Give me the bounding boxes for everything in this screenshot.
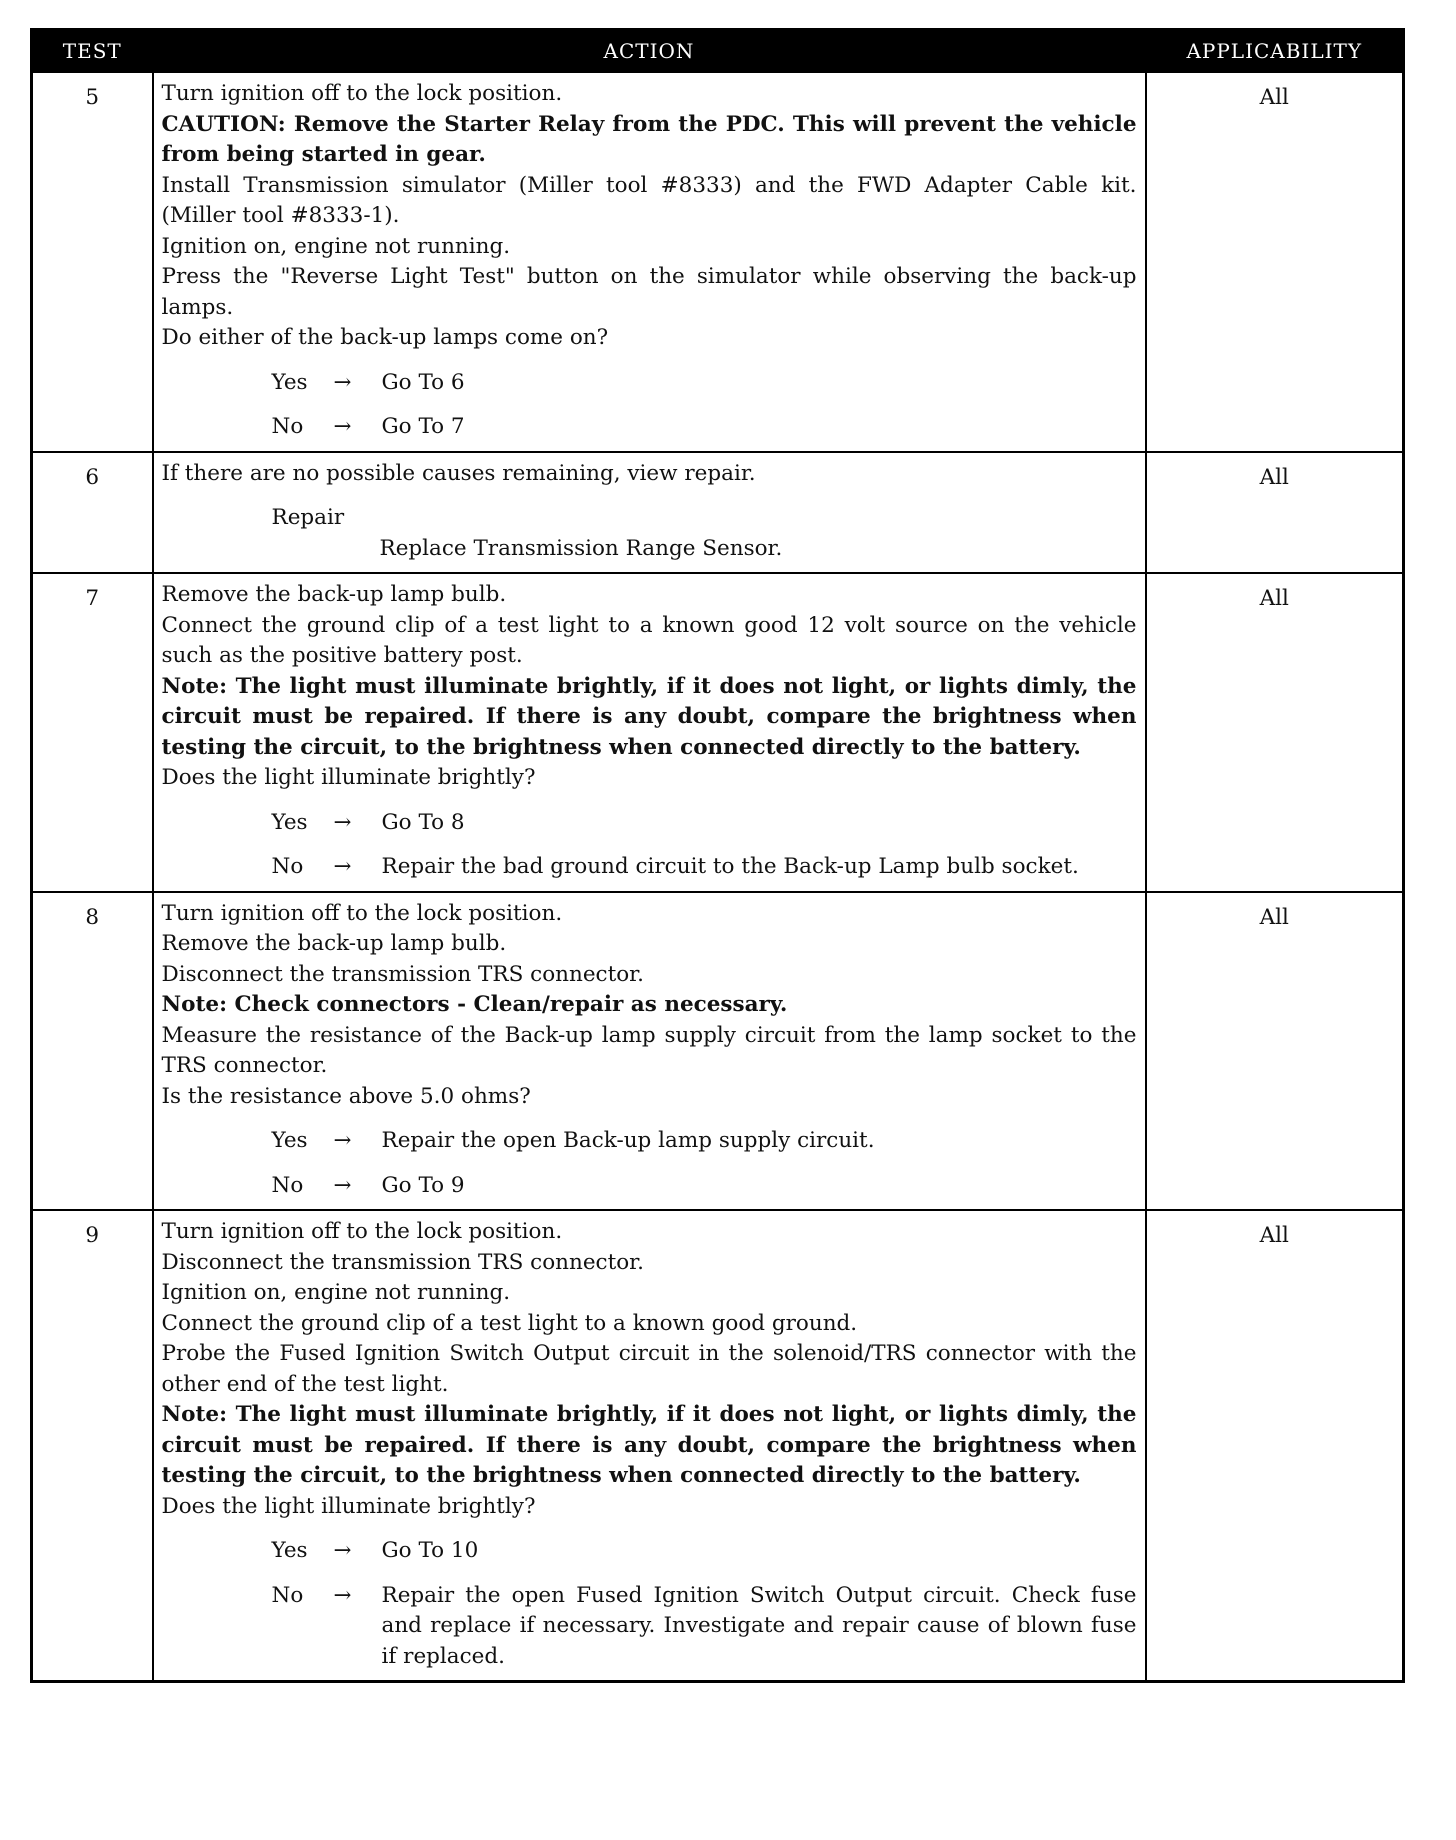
right-arrow-icon: → xyxy=(333,809,352,835)
diagnostic-test-sheet xyxy=(30,28,1402,1683)
action-line: Remove the back-up lamp bulb. xyxy=(161,931,507,956)
right-arrow-icon: → xyxy=(333,1582,352,1608)
no-label: No xyxy=(271,1172,304,1198)
no-branch xyxy=(162,852,1137,883)
no-branch xyxy=(162,1581,1137,1673)
action-line: Press the "Reverse Light Test" button on the simulator while observing the back-up lamps. xyxy=(161,264,1137,320)
right-arrow-icon: → xyxy=(333,1128,352,1153)
right-arrow-icon: → xyxy=(333,1172,352,1198)
repair-label: Repair xyxy=(271,505,345,530)
action-line: If there are no possible causes remaining, view repair. xyxy=(161,460,756,486)
test-number: 6 xyxy=(32,452,153,574)
yes-branch xyxy=(162,368,1137,399)
no-label: No xyxy=(271,1582,304,1608)
caution-note: CAUTION: Remove the Starter Relay from the PDC. This will prevent the vehicle from being started in gear. xyxy=(161,111,1137,167)
yes-branch xyxy=(162,1536,1137,1567)
yes-result: Go To 10 xyxy=(381,1538,479,1563)
test-number: 9 xyxy=(32,1210,153,1682)
right-arrow-icon: → xyxy=(333,1538,352,1563)
action-line: Turn ignition off to the lock position. xyxy=(161,900,563,926)
yes-result: Repair the open Back-up lamp supply circuit. xyxy=(381,1128,875,1153)
yes-branch xyxy=(162,1126,1137,1157)
action-line: Connect the ground clip of a test light to a known good ground. xyxy=(161,1310,858,1336)
table-row xyxy=(32,892,1404,1211)
no-result: Go To 7 xyxy=(381,414,465,439)
table-row xyxy=(32,72,1404,452)
header-test: TEST xyxy=(32,30,153,73)
test-number: 5 xyxy=(32,72,153,452)
test-number: 8 xyxy=(32,892,153,1211)
action-cell xyxy=(153,892,1146,1211)
action-line: Measure the resistance of the Back-up lamp supply circuit from the lamp socket to the TRS connector. xyxy=(161,1022,1137,1078)
question-line: Is the resistance above 5.0 ohms? xyxy=(161,1083,531,1109)
question-line: Does the light illuminate brightly? xyxy=(161,765,536,790)
action-line: Turn ignition off to the lock position. xyxy=(161,81,563,106)
action-cell xyxy=(153,573,1146,892)
yes-label: Yes xyxy=(271,1538,308,1563)
repair-text: Replace Transmission Range Sensor. xyxy=(379,535,783,561)
action-cell xyxy=(153,72,1146,452)
applicability-cell: All xyxy=(1146,452,1404,574)
no-result: Repair the bad ground circuit to the Back-up Lamp bulb socket. xyxy=(381,854,1079,879)
right-arrow-icon: → xyxy=(333,369,352,395)
action-line: Ignition on, engine not running. xyxy=(161,233,511,259)
right-arrow-icon: → xyxy=(333,854,352,879)
no-result: Repair the open Fused Ignition Switch Output circuit. Check fuse and replace if necessary. Investigate and repair cause of blown fuse if replaced. xyxy=(381,1582,1137,1669)
table-row xyxy=(32,573,1404,892)
table-row xyxy=(32,1210,1404,1682)
action-line: Disconnect the transmission TRS connector. xyxy=(161,1249,644,1275)
no-label: No xyxy=(271,854,304,879)
yes-result: Go To 6 xyxy=(381,369,465,395)
header-applicability: APPLICABILITY xyxy=(1146,30,1404,73)
no-branch xyxy=(162,1171,1137,1202)
action-line: Connect the ground clip of a test light to a known good 12 volt source on the vehicle such as the positive battery post. xyxy=(161,612,1137,668)
action-cell xyxy=(153,1210,1146,1682)
action-line: Install Transmission simulator (Miller tool #8333) and the FWD Adapter Cable kit.(Miller tool #8333-1). xyxy=(161,172,1137,228)
question-line: Do either of the back-up lamps come on? xyxy=(161,325,609,350)
note-line: Note: The light must illuminate brightly, if it does not light, or lights dimly, the circuit must be repaired. If there is any doubt, compare the brightness when testing the circuit, to the brightness when connected directly to the battery. xyxy=(161,673,1137,760)
test-number: 7 xyxy=(32,573,153,892)
diagnostic-table xyxy=(30,28,1405,1683)
action-line: Probe the Fused Ignition Switch Output circuit in the solenoid/TRS connector with the other end of the test light. xyxy=(161,1341,1137,1397)
yes-result: Go To 8 xyxy=(381,809,465,835)
action-line: Disconnect the transmission TRS connector. xyxy=(161,961,644,987)
table-header xyxy=(32,30,1404,73)
note-line: Note: The light must illuminate brightly, if it does not light, or lights dimly, the circuit must be repaired. If there is any doubt, compare the brightness when testing the circuit, to the brightness when connected directly to the battery. xyxy=(161,1402,1137,1488)
right-arrow-icon: → xyxy=(333,414,352,439)
action-line: Turn ignition off to the lock position. xyxy=(161,1219,563,1244)
action-line: Remove the back-up lamp bulb. xyxy=(161,582,507,607)
note-line: Note: Check connectors - Clean/repair as necessary. xyxy=(161,992,788,1017)
yes-label: Yes xyxy=(271,1128,308,1153)
applicability-cell: All xyxy=(1146,1210,1404,1682)
applicability-cell: All xyxy=(1146,72,1404,452)
action-line: Ignition on, engine not running. xyxy=(161,1280,511,1305)
yes-branch xyxy=(162,808,1137,839)
no-label: No xyxy=(271,414,304,439)
applicability-cell: All xyxy=(1146,892,1404,1211)
yes-label: Yes xyxy=(271,809,308,835)
applicability-cell: All xyxy=(1146,573,1404,892)
action-cell xyxy=(153,452,1146,574)
header-action: ACTION xyxy=(153,30,1146,73)
table-row xyxy=(32,452,1404,574)
question-line: Does the light illuminate brightly? xyxy=(161,1493,536,1519)
no-result: Go To 9 xyxy=(381,1172,465,1198)
no-branch xyxy=(162,412,1137,443)
yes-label: Yes xyxy=(271,369,308,395)
